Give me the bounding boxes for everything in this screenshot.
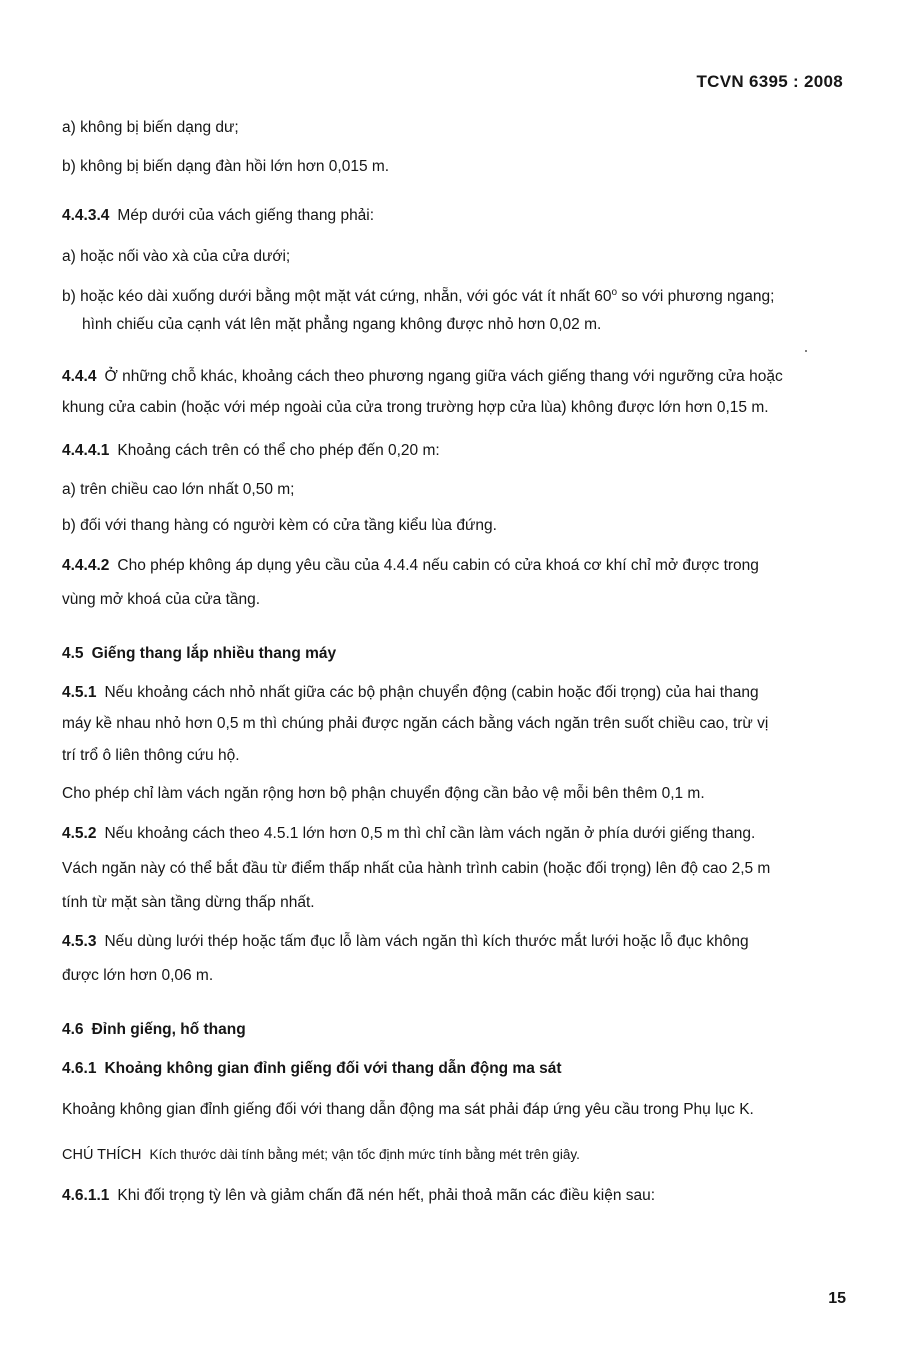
clause-paragraph bbox=[62, 206, 852, 226]
list-item-continuation: hình chiếu của cạnh vát lên mặt phẳng ngang không được nhỏ hơn 0,02 m. bbox=[82, 316, 602, 333]
clause-number: 4.5.2 bbox=[62, 825, 97, 842]
note-label: CHÚ THÍCH bbox=[62, 1147, 142, 1163]
clause-number: 4.4.4 bbox=[62, 368, 97, 385]
clause-paragraph bbox=[62, 1186, 852, 1206]
clause-text: Cho phép không áp dụng yêu cầu của 4.4.4 nếu cabin có cửa khoá cơ khí chỉ mở được trong bbox=[117, 557, 759, 574]
clause-text: Nếu khoảng cách theo 4.5.1 lớn hơn 0,5 m thì chỉ cần làm vách ngăn ở phía dưới giếng thang. bbox=[104, 825, 756, 842]
clause-text: Mép dưới của vách giếng thang phải: bbox=[117, 207, 375, 224]
clause-number: 4.6.1.1 bbox=[62, 1187, 110, 1204]
section-heading bbox=[62, 644, 852, 664]
section-number: 4.5 bbox=[62, 645, 84, 662]
clause-number: 4.5.3 bbox=[62, 933, 97, 950]
standard-id-header: TCVN 6395 : 2008 bbox=[696, 72, 843, 91]
list-item: b) không bị biến dạng đàn hồi lớn hơn 0,015 m. bbox=[62, 158, 390, 175]
subsection-heading bbox=[62, 1059, 852, 1079]
section-title: Giếng thang lắp nhiều thang máy bbox=[91, 645, 337, 662]
list-item: a) trên chiều cao lớn nhất 0,50 m; bbox=[62, 481, 295, 498]
paragraph-line: Khoảng không gian đỉnh giếng đối với thang dẫn động ma sát phải đáp ứng yêu cầu trong Phụ lục K. bbox=[62, 1101, 754, 1118]
clause-number: 4.4.4.1 bbox=[62, 442, 110, 459]
clause-text: Khoảng cách trên có thể cho phép đến 0,20 m: bbox=[117, 442, 440, 459]
clause-paragraph bbox=[62, 932, 852, 952]
list-item: b) đối với thang hàng có người kèm có cửa tầng kiểu lùa đứng. bbox=[62, 517, 497, 534]
scan-speck bbox=[805, 350, 807, 352]
clause-number: 4.5.1 bbox=[62, 684, 97, 701]
list-item: a) không bị biến dạng dư; bbox=[62, 119, 239, 136]
note bbox=[62, 1145, 852, 1165]
clause-paragraph bbox=[62, 441, 852, 461]
paragraph-line: trí trổ ô liên thông cứu hộ. bbox=[62, 747, 240, 764]
clause-number: 4.4.3.4 bbox=[62, 207, 110, 224]
clause-paragraph bbox=[62, 824, 852, 844]
subsection-number: 4.6.1 bbox=[62, 1060, 97, 1077]
section-heading bbox=[62, 1020, 852, 1040]
clause-number: 4.4.4.2 bbox=[62, 557, 110, 574]
paragraph-line: được lớn hơn 0,06 m. bbox=[62, 967, 214, 984]
page-number: 15 bbox=[828, 1290, 846, 1307]
paragraph-line: máy kề nhau nhỏ hơn 0,5 m thì chúng phải được ngăn cách bằng vách ngăn trên suốt chiều cao, trừ vị bbox=[62, 715, 769, 732]
section-number: 4.6 bbox=[62, 1021, 84, 1038]
clause-text: Khi đối trọng tỳ lên và giảm chấn đã nén hết, phải thoả mãn các điều kiện sau: bbox=[117, 1187, 656, 1204]
section-title: Đỉnh giếng, hố thang bbox=[91, 1021, 246, 1038]
clause-paragraph bbox=[62, 683, 852, 703]
paragraph-line: tính từ mặt sàn tầng dừng thấp nhất. bbox=[62, 894, 315, 911]
paragraph-line: Cho phép chỉ làm vách ngăn rộng hơn bộ phận chuyển động cần bảo vệ mỗi bên thêm 0,1 m. bbox=[62, 785, 705, 802]
clause-text: Nếu khoảng cách nhỏ nhất giữa các bộ phận chuyển động (cabin hoặc đối trọng) của hai thang bbox=[104, 684, 759, 701]
clause-text: Nếu dùng lưới thép hoặc tấm đục lỗ làm vách ngăn thì kích thước mắt lưới hoặc lỗ đục không bbox=[104, 933, 749, 950]
list-item: a) hoặc nối vào xà của cửa dưới; bbox=[62, 248, 291, 265]
degree-sign: o bbox=[611, 286, 618, 298]
list-item-text: b) hoặc kéo dài xuống dưới bằng một mặt vát cứng, nhẵn, với góc vát ít nhất 60 bbox=[62, 288, 612, 305]
list-item bbox=[62, 287, 852, 307]
paragraph-line: Vách ngăn này có thể bắt đầu từ điểm thấp nhất của hành trình cabin (hoặc đối trọng) lên độ cao 2,5 m bbox=[62, 860, 771, 877]
clause-text: Ở những chỗ khác, khoảng cách theo phương ngang giữa vách giếng thang với ngưỡng cửa hoặc bbox=[104, 368, 783, 385]
paragraph-line: khung cửa cabin (hoặc với mép ngoài của cửa trong trường hợp cửa lùa) không được lớn hơn 0,15 m. bbox=[62, 399, 769, 416]
subsection-title: Khoảng không gian đỉnh giếng đối với thang dẫn động ma sát bbox=[104, 1060, 562, 1077]
clause-paragraph bbox=[62, 556, 852, 576]
note-text: Kích thước dài tính bằng mét; vận tốc định mức tính bằng mét trên giây. bbox=[149, 1147, 580, 1162]
clause-paragraph bbox=[62, 367, 852, 387]
list-item-text: so với phương ngang; bbox=[617, 288, 775, 305]
paragraph-line: vùng mở khoá của cửa tầng. bbox=[62, 591, 261, 608]
